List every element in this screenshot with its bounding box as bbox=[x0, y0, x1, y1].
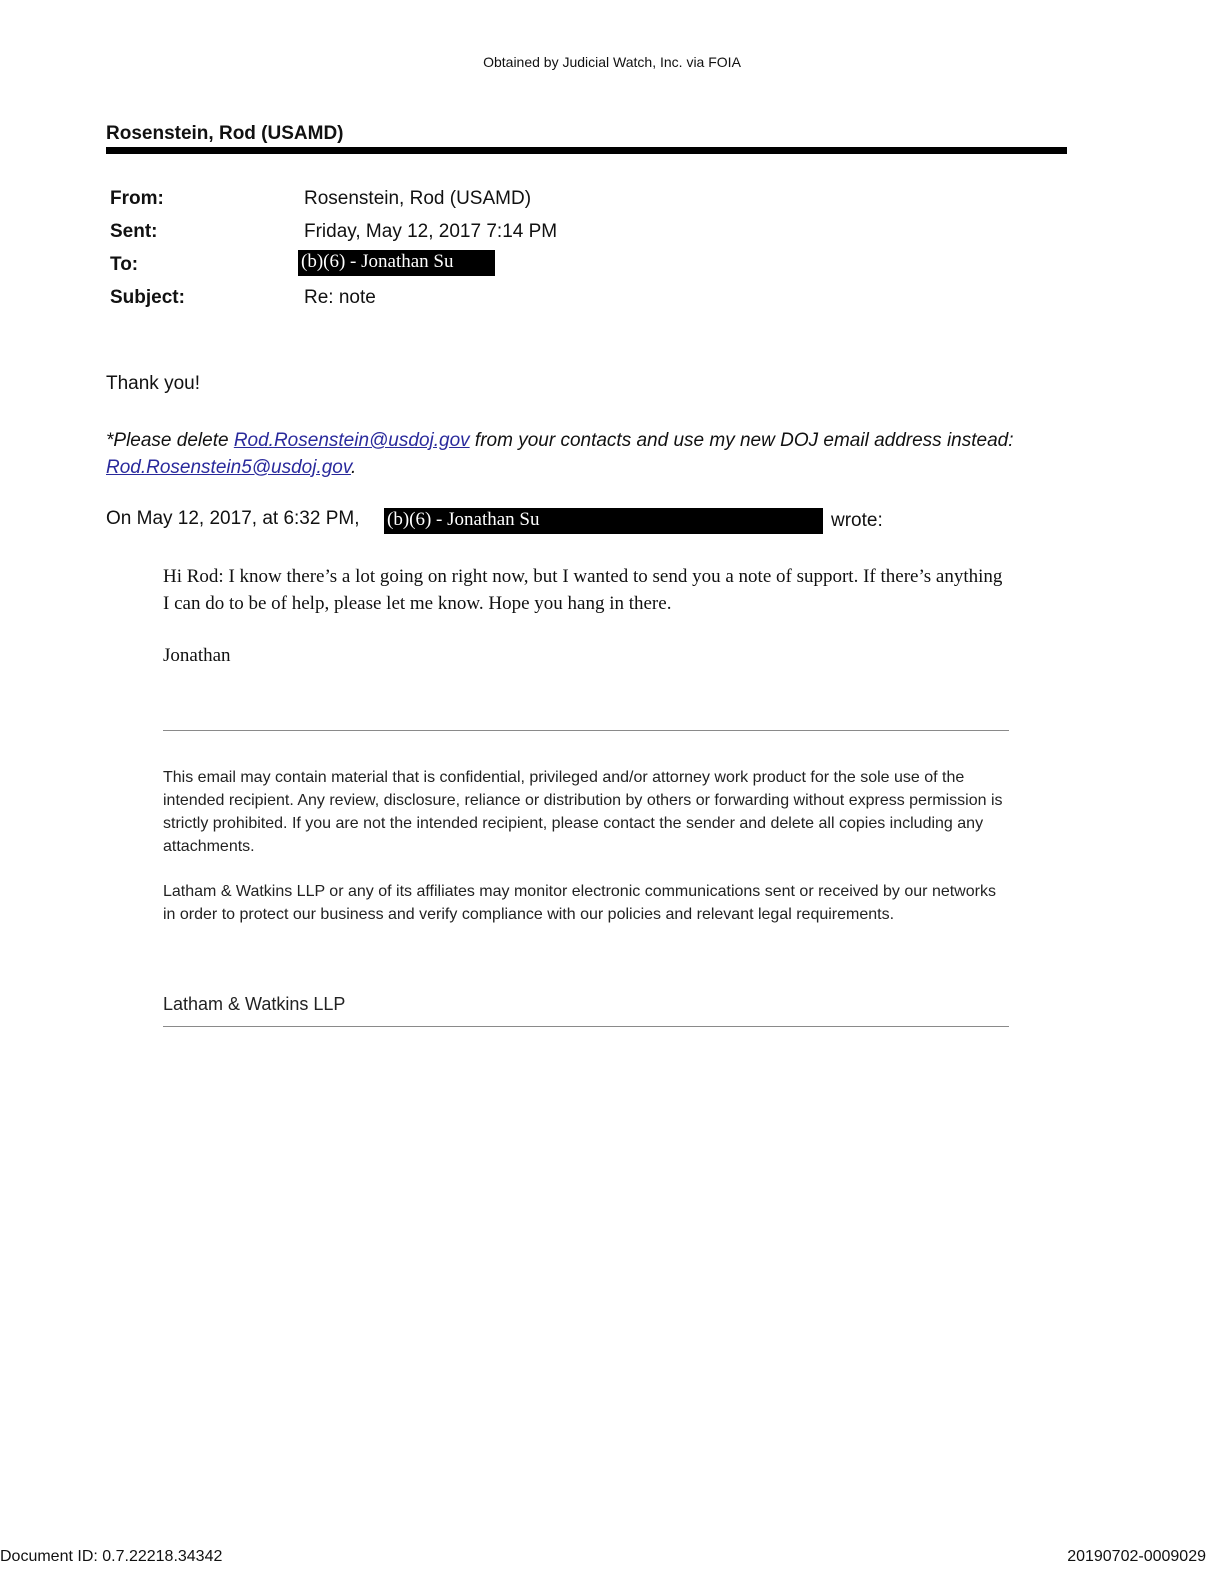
disclaimer-monitoring: Latham & Watkins LLP or any of its affiliates may monitor electronic communications sent or received by our networks in order to protect our business and verify compliance with our policies and relevant legal requirements. bbox=[163, 883, 996, 923]
to-redaction: (b)(6) - Jonathan Su bbox=[298, 250, 495, 276]
subject-label: Subject: bbox=[110, 287, 185, 308]
reply-thanks: Thank you! bbox=[106, 373, 200, 394]
disclaimer-confidentiality: This email may contain material that is confidential, privileged and/or attorney work product for the sole use of the intended recipient. Any review, disclosure, reliance or distribution by others or forwarding without express permission is strictly prohibited. If you are not the intended recipient, please contact the sender and delete all copies including any attachments. bbox=[163, 769, 1003, 855]
firm-name: Latham & Watkins LLP bbox=[163, 994, 346, 1014]
document-id: Document ID: 0.7.22218.34342 bbox=[0, 1548, 223, 1565]
attribution-suffix: wrote: bbox=[831, 510, 883, 531]
to-label: To: bbox=[110, 254, 139, 275]
new-address-link[interactable]: Rod.Rosenstein5@usdoj.gov bbox=[106, 457, 351, 478]
bates-number: 20190702-0009029 bbox=[1067, 1548, 1206, 1565]
attribution-prefix: On May 12, 2017, at 6:32 PM, bbox=[106, 508, 360, 529]
notice-prefix: *Please delete bbox=[106, 430, 234, 451]
from-label: From: bbox=[110, 188, 164, 209]
attribution-redaction: (b)(6) - Jonathan Su bbox=[384, 508, 823, 534]
email-header bbox=[110, 186, 810, 318]
subject-value: Re: note bbox=[304, 287, 376, 308]
sent-label: Sent: bbox=[110, 221, 158, 242]
mailbox-owner: Rosenstein, Rod (USAMD) bbox=[106, 123, 344, 144]
notice-middle: from your contacts and use my new DOJ email address instead: bbox=[469, 430, 1014, 451]
to-row bbox=[110, 252, 810, 285]
old-address-link[interactable]: Rod.Rosenstein@usdoj.gov bbox=[233, 430, 470, 451]
from-value: Rosenstein, Rod (USAMD) bbox=[304, 188, 532, 209]
foia-header: Obtained by Judicial Watch, Inc. via FOIA bbox=[483, 54, 741, 70]
address-change-notice bbox=[106, 427, 1026, 481]
sent-value: Friday, May 12, 2017 7:14 PM bbox=[304, 221, 558, 242]
quote-attribution bbox=[106, 508, 1006, 536]
quoted-signature: Jonathan bbox=[163, 645, 231, 666]
subject-row bbox=[110, 285, 810, 318]
notice-suffix: . bbox=[350, 457, 357, 478]
quoted-message-body: Hi Rod: I know there’s a lot going on right now, but I wanted to send you a note of support. If there’s anything I can do to be of help, please let me know. Hope you hang in there. bbox=[163, 566, 1003, 614]
sent-row bbox=[110, 219, 810, 252]
disclaimer-bottom-divider bbox=[163, 1026, 1009, 1027]
owner-rule-divider bbox=[106, 147, 1067, 154]
from-row bbox=[110, 186, 810, 219]
disclaimer-top-divider bbox=[163, 730, 1009, 731]
